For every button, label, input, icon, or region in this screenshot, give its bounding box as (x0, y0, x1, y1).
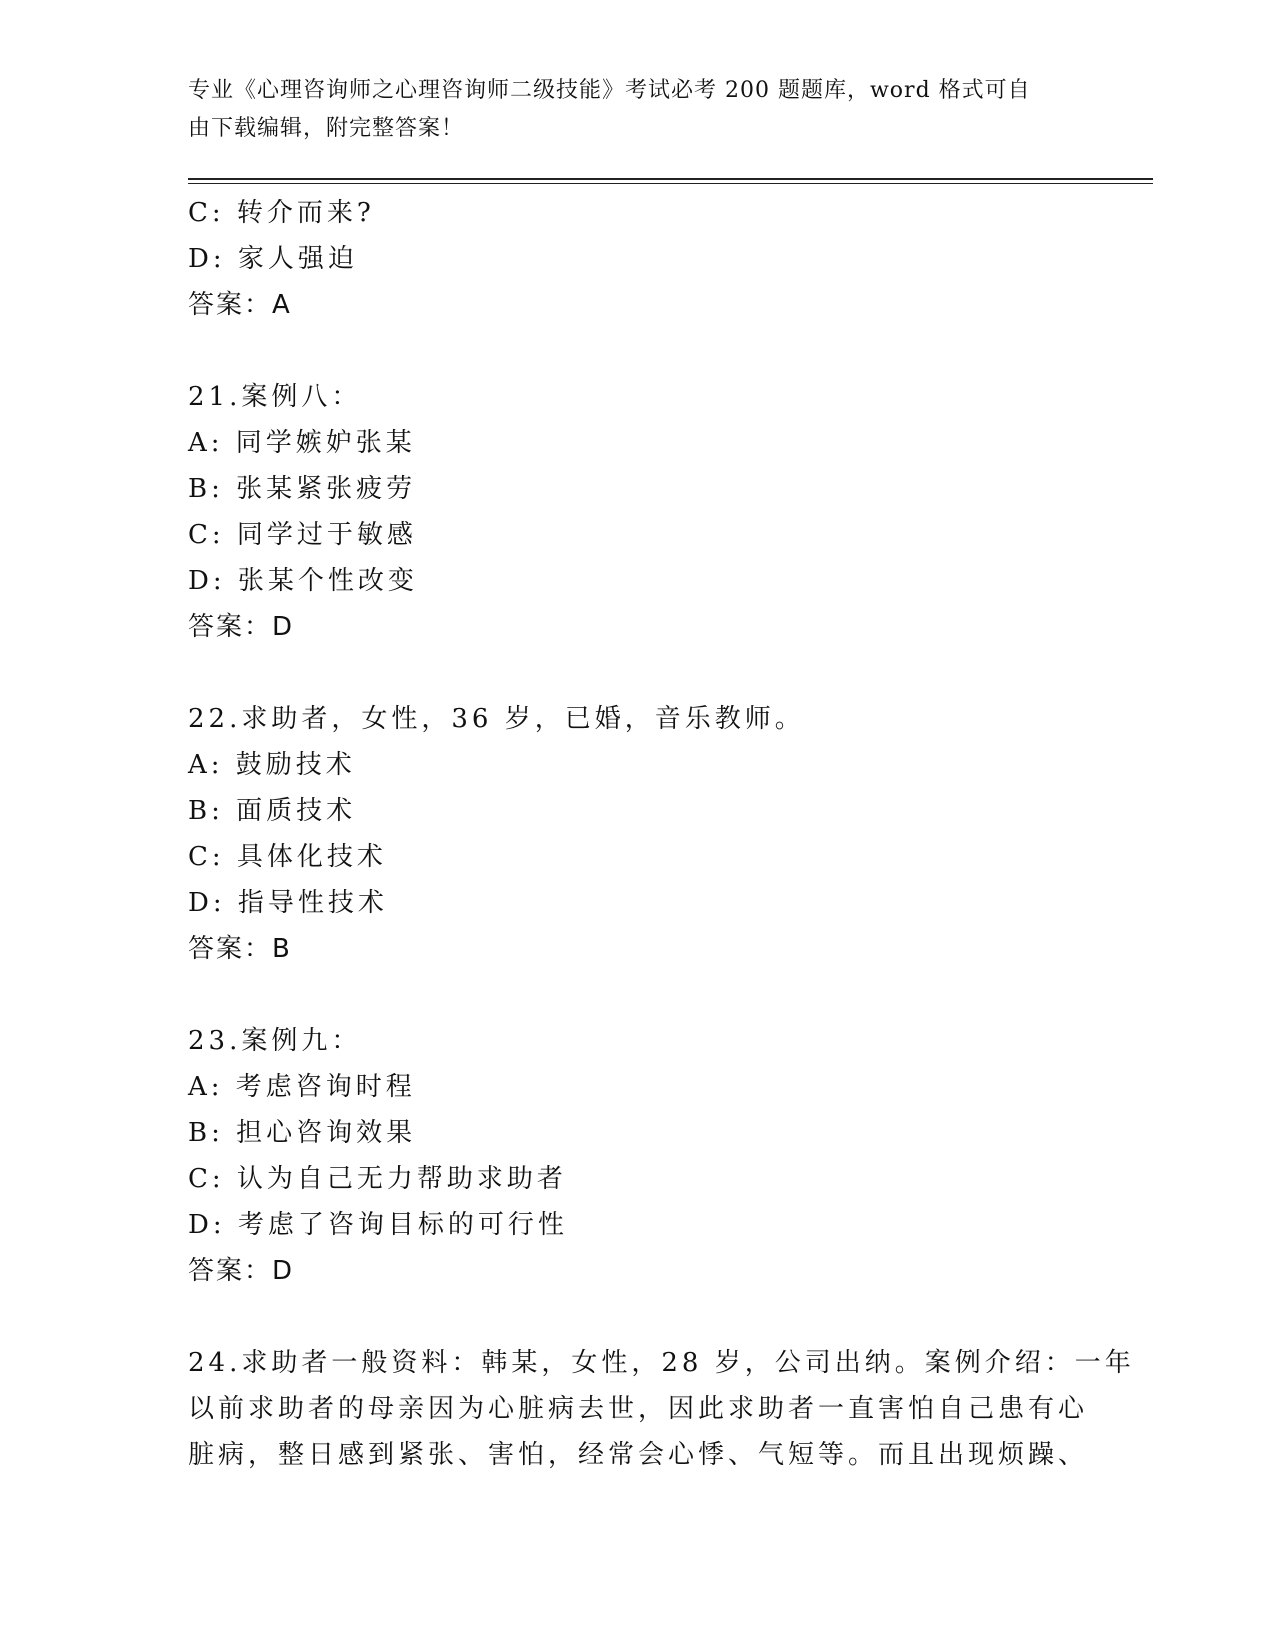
question-22-answer: 答案：B (188, 934, 292, 964)
question-24-line-1: 24.求助者一般资料：韩某，女性，28 岁，公司出纳。案例介绍：一年 (188, 1348, 1135, 1378)
header-line-1: 专业《心理咨询师之心理咨询师二级技能》考试必考 200 题题库，word 格式可自 (188, 78, 1031, 103)
question-22-option-d: D: 指导性技术 (188, 888, 388, 918)
question-23-option-b: B: 担心咨询效果 (188, 1118, 417, 1148)
question-21-stem: 21.案例八： (188, 382, 362, 412)
answer-line: 答案：A (188, 290, 292, 320)
spacer (188, 328, 1088, 374)
question-21-option-d: D: 张某个性改变 (188, 566, 418, 596)
header-divider (188, 178, 1153, 184)
document-header (188, 72, 1068, 148)
question-23-answer: 答案：D (188, 1256, 295, 1286)
question-23-stem: 23.案例九： (188, 1026, 362, 1056)
question-21-option-b: B: 张某紧张疲劳 (188, 474, 417, 504)
spacer (188, 1294, 1088, 1340)
question-21-option-a: A: 同学嫉妒张某 (188, 428, 416, 458)
question-21-option-c: C: 同学过于敏感 (188, 520, 417, 550)
question-list (188, 190, 1135, 1478)
option-c: C: 转介而来? (188, 198, 375, 228)
question-24-line-2: 以前求助者的母亲因为心脏病去世，因此求助者一直害怕自己患有心 (188, 1394, 1089, 1424)
question-24-line-3: 脏病，整日感到紧张、害怕，经常会心悸、气短等。而且出现烦躁、 (188, 1440, 1089, 1470)
spacer (188, 650, 1088, 696)
question-22-stem: 22.求助者，女性，36 岁，已婚，音乐教师。 (188, 704, 805, 734)
question-22-option-b: B: 面质技术 (188, 796, 357, 826)
question-22-option-c: C: 具体化技术 (188, 842, 387, 872)
question-23-option-c: C: 认为自己无力帮助求助者 (188, 1164, 567, 1194)
question-23-option-a: A: 考虑咨询时程 (188, 1072, 416, 1102)
question-21-answer: 答案：D (188, 612, 295, 642)
question-23-option-d: D: 考虑了咨询目标的可行性 (188, 1210, 568, 1240)
spacer (188, 972, 1088, 1018)
question-22-option-a: A: 鼓励技术 (188, 750, 356, 780)
option-d: D: 家人强迫 (188, 244, 358, 274)
header-line-2: 由下载编辑，附完整答案！ (188, 116, 465, 141)
